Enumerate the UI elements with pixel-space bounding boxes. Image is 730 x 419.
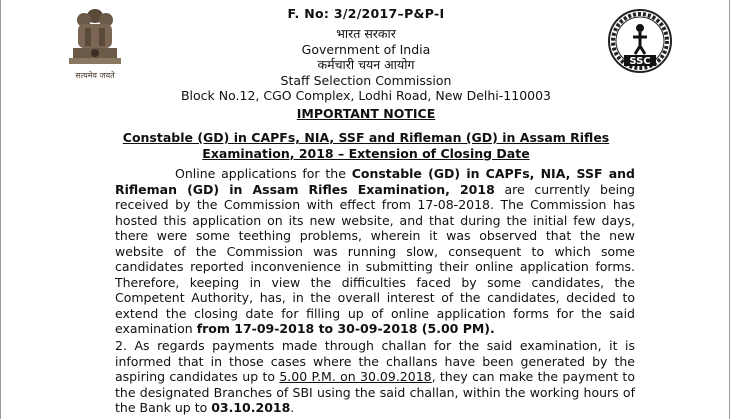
para2-number: 2. (115, 338, 127, 353)
commission-line: Staff Selection Commission (280, 72, 452, 88)
para2-bank-date: 03.10.2018 (211, 400, 291, 415)
emblem-motto: सत्यमेव जयते (75, 71, 115, 80)
para2-text-3: . (290, 400, 295, 415)
paragraph-2 (115, 338, 635, 416)
government-line: Government of India (301, 41, 431, 57)
address-line: Block No.12, CGO Complex, Lodhi Road, New Delhi-110003 (180, 88, 552, 103)
para2-text-2: , they can make the payment to the designated Branches of SBI using the said challan, within the working hours of the Bank up to (115, 369, 635, 415)
notice-title: IMPORTANT NOTICE (296, 106, 436, 121)
para1-exam-name: Constable (GD) in CAPFs, NIA, SSF and Rifleman (GD) in Assam Rifles Examination, 2018 (115, 166, 635, 197)
hindi-government: भारत सरकार (336, 26, 396, 41)
paragraph-1 (115, 166, 635, 337)
para1-text-2: are currently being received by the Commission with effect from 17-08-2018. The Commission has hosted this application on its new website, and that during the initial few days, there were some teething problems, wherein it was observed that the new website of the Commission was running slow, consequent to which some candidates reported inconvenience in submitting their online application forms. Therefore, keeping in view the difficulties faced by some candidates, the Competent Authority, has, in the overall interest of the candidates, decided to extend the closing date for filling up of online application forms for the said examination (115, 181, 635, 336)
hindi-commission: कर्मचारी चयन आयोग (317, 57, 415, 72)
para2-text-1: As regards payments made through challan for the said examination, it is informed that in those cases where the challans have been generated by the aspiring candidates up to (115, 338, 635, 384)
para2-challan-deadline: 5.00 P.M. on 30.09.2018 (279, 369, 432, 384)
para1-text-1: Online applications for the (175, 166, 352, 181)
para1-new-dates: from 17-09-2018 to 30-09-2018 (5.00 PM). (196, 321, 495, 336)
notice-subject: Constable (GD) in CAPFs, NIA, SSF and Rifleman (GD) in Assam Rifles Examination, 2018 – Extension of Closing Date (122, 130, 610, 161)
ssc-logo-text: SSC (629, 56, 651, 67)
file-number: F. No: 3/2/2017–P&P-I (287, 6, 445, 21)
letterhead (1, 6, 730, 104)
